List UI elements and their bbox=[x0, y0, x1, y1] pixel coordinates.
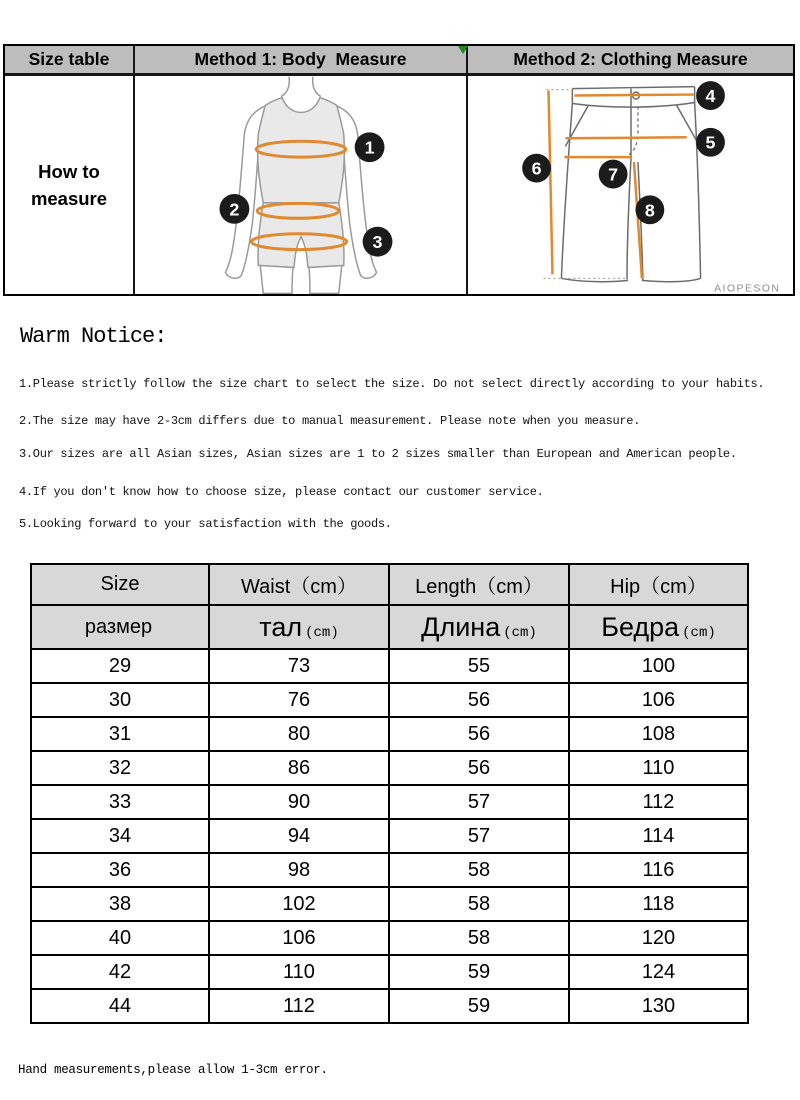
measurement-error-note: Hand measurements,please allow 1-3cm error. bbox=[18, 1063, 328, 1077]
cell-waist: 86 bbox=[209, 751, 389, 785]
table-row bbox=[31, 853, 748, 887]
cell-waist: 76 bbox=[209, 683, 389, 717]
cell-length: 58 bbox=[389, 853, 569, 887]
clothing-measure-diagram bbox=[469, 76, 792, 294]
shorts-outline bbox=[561, 87, 700, 282]
notice-item: 5.Looking forward to your satisfaction with the goods. bbox=[19, 517, 392, 531]
badge-8: 8 bbox=[644, 200, 655, 221]
cell-size: 44 bbox=[31, 989, 209, 1023]
body-measure-diagram bbox=[136, 76, 465, 294]
cell-length: 58 bbox=[389, 921, 569, 955]
cell-hip: 106 bbox=[569, 683, 748, 717]
table-row bbox=[31, 649, 748, 683]
size-table-header-ru bbox=[31, 605, 748, 649]
badge-1: 1 bbox=[364, 137, 375, 158]
clothing-measure-cell bbox=[468, 76, 793, 294]
cell-size: 31 bbox=[31, 717, 209, 751]
table-row bbox=[31, 785, 748, 819]
cell-length: 56 bbox=[389, 683, 569, 717]
table-row bbox=[31, 887, 748, 921]
header-waist-ru: тал (cm) bbox=[209, 605, 389, 649]
waistband-measure-line bbox=[574, 95, 693, 96]
body-figure bbox=[225, 77, 376, 294]
cell-size: 33 bbox=[31, 785, 209, 819]
cell-waist: 80 bbox=[209, 717, 389, 751]
notice-item: 2.The size may have 2-3cm differs due to manual measurement. Please note when you measure. bbox=[19, 414, 641, 428]
cell-hip: 114 bbox=[569, 819, 748, 853]
cell-hip: 100 bbox=[569, 649, 748, 683]
cell-length: 56 bbox=[389, 751, 569, 785]
cell-size: 29 bbox=[31, 649, 209, 683]
cell-waist: 94 bbox=[209, 819, 389, 853]
notice-item: 1.Please strictly follow the size chart to select the size. Do not select directly according to your habits. bbox=[19, 377, 765, 391]
fly-dashed-line bbox=[628, 106, 638, 155]
cell-hip: 120 bbox=[569, 921, 748, 955]
header-length-ru: Длина (cm) bbox=[389, 605, 569, 649]
cell-waist: 112 bbox=[209, 989, 389, 1023]
cell-hip: 108 bbox=[569, 717, 748, 751]
cell-size: 42 bbox=[31, 955, 209, 989]
size-table bbox=[30, 563, 749, 1024]
badge-6: 6 bbox=[531, 158, 542, 179]
cell-size: 38 bbox=[31, 887, 209, 921]
table-row bbox=[31, 921, 748, 955]
cell-length: 56 bbox=[389, 717, 569, 751]
cell-waist: 106 bbox=[209, 921, 389, 955]
cell-length: 59 bbox=[389, 955, 569, 989]
hip-measure-line bbox=[565, 137, 686, 138]
table-row bbox=[31, 955, 748, 989]
outside-length-measure-line bbox=[549, 91, 553, 275]
header-hip-ru: Бедра (cm) bbox=[569, 605, 748, 649]
cell-length: 59 bbox=[389, 989, 569, 1023]
header-waist: Waist（cm） bbox=[209, 564, 389, 605]
cell-waist: 98 bbox=[209, 853, 389, 887]
size-table-header-en bbox=[31, 564, 748, 605]
cell-hip: 112 bbox=[569, 785, 748, 819]
method-table-header-size-table: Size table bbox=[5, 46, 135, 76]
method-table-header-body-measure: Method 1: Body Measure bbox=[135, 46, 468, 76]
cell-size: 36 bbox=[31, 853, 209, 887]
header-length: Length（cm） bbox=[389, 564, 569, 605]
notice-item: 3.Our sizes are all Asian sizes, Asian sizes are 1 to 2 sizes smaller than European and American people. bbox=[19, 447, 737, 461]
cell-waist: 102 bbox=[209, 887, 389, 921]
cell-hip: 116 bbox=[569, 853, 748, 887]
table-row bbox=[31, 819, 748, 853]
cell-length: 55 bbox=[389, 649, 569, 683]
header-hip: Hip（cm） bbox=[569, 564, 748, 605]
badge-2: 2 bbox=[229, 199, 240, 220]
cell-hip: 110 bbox=[569, 751, 748, 785]
cell-waist: 90 bbox=[209, 785, 389, 819]
cell-waist: 110 bbox=[209, 955, 389, 989]
table-row bbox=[31, 751, 748, 785]
header-size-ru: размер bbox=[31, 605, 209, 649]
table-row bbox=[31, 717, 748, 751]
how-to-measure-cell bbox=[5, 76, 135, 294]
warm-notice-title: Warm Notice: bbox=[20, 324, 167, 349]
cell-length: 57 bbox=[389, 785, 569, 819]
cell-length: 57 bbox=[389, 819, 569, 853]
method-table bbox=[3, 44, 795, 296]
header-size: Size bbox=[31, 564, 209, 605]
cell-hip: 130 bbox=[569, 989, 748, 1023]
cell-size: 32 bbox=[31, 751, 209, 785]
cell-size: 34 bbox=[31, 819, 209, 853]
badge-3: 3 bbox=[372, 232, 383, 253]
cell-hip: 124 bbox=[569, 955, 748, 989]
cell-hip: 118 bbox=[569, 887, 748, 921]
badge-4: 4 bbox=[705, 86, 716, 107]
cell-length: 58 bbox=[389, 887, 569, 921]
body-measure-cell bbox=[135, 76, 468, 294]
cell-size: 30 bbox=[31, 683, 209, 717]
table-row bbox=[31, 989, 748, 1023]
method-table-header-clothing-measure: Method 2: Clothing Measure bbox=[468, 46, 793, 76]
cell-size: 40 bbox=[31, 921, 209, 955]
brand-watermark: AIOPESON bbox=[714, 283, 781, 294]
table-row bbox=[31, 683, 748, 717]
badge-5: 5 bbox=[705, 132, 716, 153]
notice-item: 4.If you don't know how to choose size, please contact our customer service. bbox=[19, 485, 544, 499]
badge-7: 7 bbox=[608, 164, 619, 185]
cell-waist: 73 bbox=[209, 649, 389, 683]
how-to-measure-label: How to measure bbox=[30, 161, 108, 209]
